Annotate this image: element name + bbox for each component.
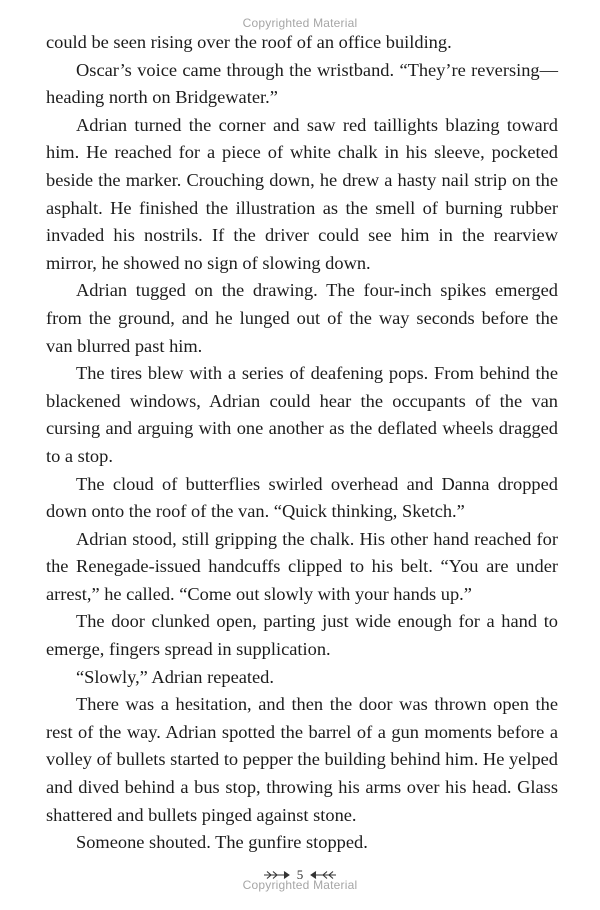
paragraph-10: There was a hesitation, and then the door was thrown open the rest of the way. Adrian spotted the barrel of a gun moments before a volley of bullets started to pepper the building behind him. He yelped and dived behind a bus stop, throwing his arms over his head. Glass shattered and bullets pinged against stone.: [46, 694, 558, 825]
body-text: [46, 29, 558, 857]
page-number: 5: [296, 867, 304, 882]
watermark-bottom: Copyrighted Material: [242, 878, 358, 892]
paragraph-11: Someone shouted. The gunfire stopped.: [76, 832, 368, 853]
paragraph-1: could be seen rising over the roof of an office building.: [46, 32, 452, 52]
paragraph-4: Adrian tugged on the drawing. The four-inch spikes emerged from the ground, and he lunged out of the way seconds before the van blurred past him.: [46, 280, 558, 356]
paragraph-9: “Slowly,” Adrian repeated.: [76, 666, 274, 687]
paragraph-3: Adrian turned the corner and saw red taillights blazing toward him. He reached for a piece of white chalk in his sleeve, pocketed beside the marker. Crouching down, he drew a hasty nail strip on the asphalt. He finished the illustration as the smell of burning rubber invaded his nostrils. If the driver could see him in the rearview mirror, he showed no sign of slowing down.: [46, 114, 558, 273]
paragraph-8: The door clunked open, parting just wide enough for a hand to emerge, fingers spread in supplication.: [46, 611, 558, 660]
paragraph-6: The cloud of butterflies swirled overhead and Danna dropped down onto the roof of the van. “Quick thinking, Sketch.”: [46, 473, 558, 522]
watermark-top: Copyrighted Material: [242, 16, 358, 30]
paragraph-7: Adrian stood, still gripping the chalk. His other hand reached for the Renegade-issued handcuffs clipped to his belt. “You are under arrest,” he called. “Come out slowly with your hands up.”: [46, 528, 558, 604]
paragraph-2: Oscar’s voice came through the wristband. “They’re reversing—heading north on Bridgewater.”: [46, 59, 558, 108]
paragraph-5: The tires blew with a series of deafening pops. From behind the blackened windows, Adrian could hear the occupants of the van cursing and arguing with one another as the deflated wheels dragged to a stop.: [46, 363, 558, 466]
